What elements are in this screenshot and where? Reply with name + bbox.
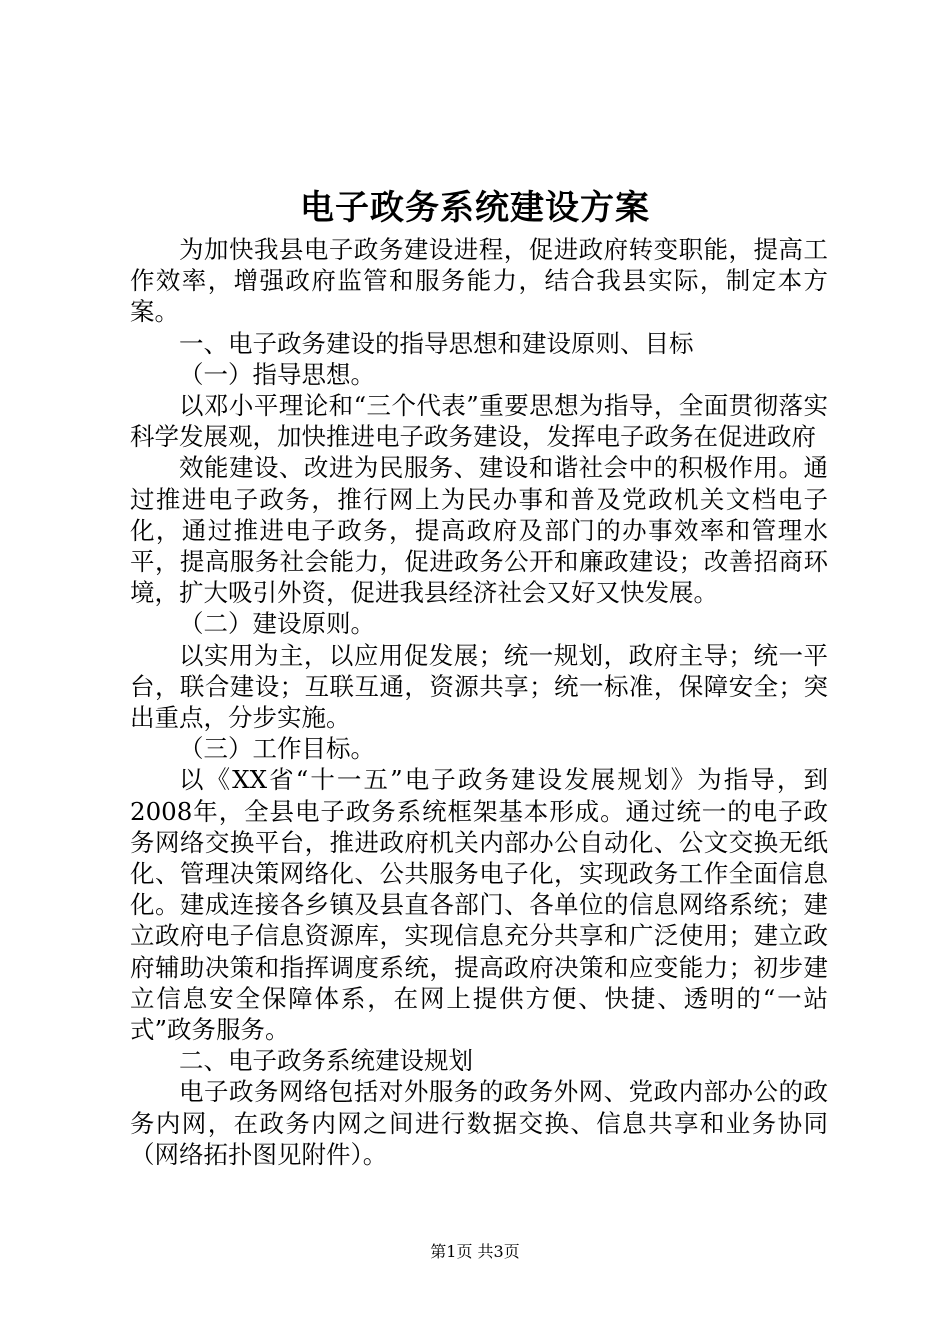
subsection-heading-2: （二）建设原则。 [179,609,375,639]
page-number: 第1页 共3页 [430,1242,520,1261]
section-heading-1: 一、电子政务建设的指导思想和建设原则、目标 [179,328,694,358]
guiding-thought-paragraph: 以邓小平理论和“三个代表”重要思想为指导，全面贯彻落实科学发展观，加快推进电子政务建设，发挥电子政务在促进政府 [130,391,828,452]
network-paragraph: 电子政务网络包括对外服务的政务外网、党政内部办公的政务内网，在政务内网之间进行数据交换、信息共享和业务协同（网络拓扑图见附件）。 [130,1077,828,1169]
document-title: 电子政务系统建设方案 [300,188,650,228]
subsection-heading-3: （三）工作目标。 [179,734,375,764]
guiding-thought-continued-paragraph: 效能建设、改进为民服务、建设和谐社会中的积极作用。通过推进电子政务，推行网上为民办事和普及党政机关文档电子化，通过推进电子政务，提高政府及部门的办事效率和管理水平，提高服务社会能力，促进政务公开和廉政建设；改善招商环境，扩大吸引外资，促进我县经济社会又好又快发展。 [130,453,828,608]
goals-paragraph: 以《XX省“十一五”电子政务建设发展规划》为指导，到2008年，全县电子政务系统框架基本形成。通过统一的电子政务网络交换平台，推进政府机关内部办公自动化、公文交换无纸化、管理决策网络化、公共服务电子化，实现政务工作全面信息化。建成连接各乡镇及县直各部门、各单位的信息网络系统；建立政府电子信息资源库，实现信息充分共享和广泛使用；建立政府辅助决策和指挥调度系统，提高政府决策和应变能力；初步建立信息安全保障体系，在网上提供方便、快捷、透明的“一站式”政务服务。 [130,765,828,1045]
document-body [130,234,828,1170]
section-heading-2: 二、电子政务系统建设规划 [179,1046,473,1076]
subsection-heading-1: （一）指导思想。 [179,359,375,389]
principles-paragraph: 以实用为主，以应用促发展；统一规划，政府主导；统一平台，联合建设；互联互通，资源共享；统一标准，保障安全；突出重点，分步实施。 [130,640,828,733]
intro-paragraph: 为加快我县电子政务建设进程，促进政府转变职能，提高工作效率，增强政府监管和服务能力，结合我县实际，制定本方案。 [130,235,828,327]
